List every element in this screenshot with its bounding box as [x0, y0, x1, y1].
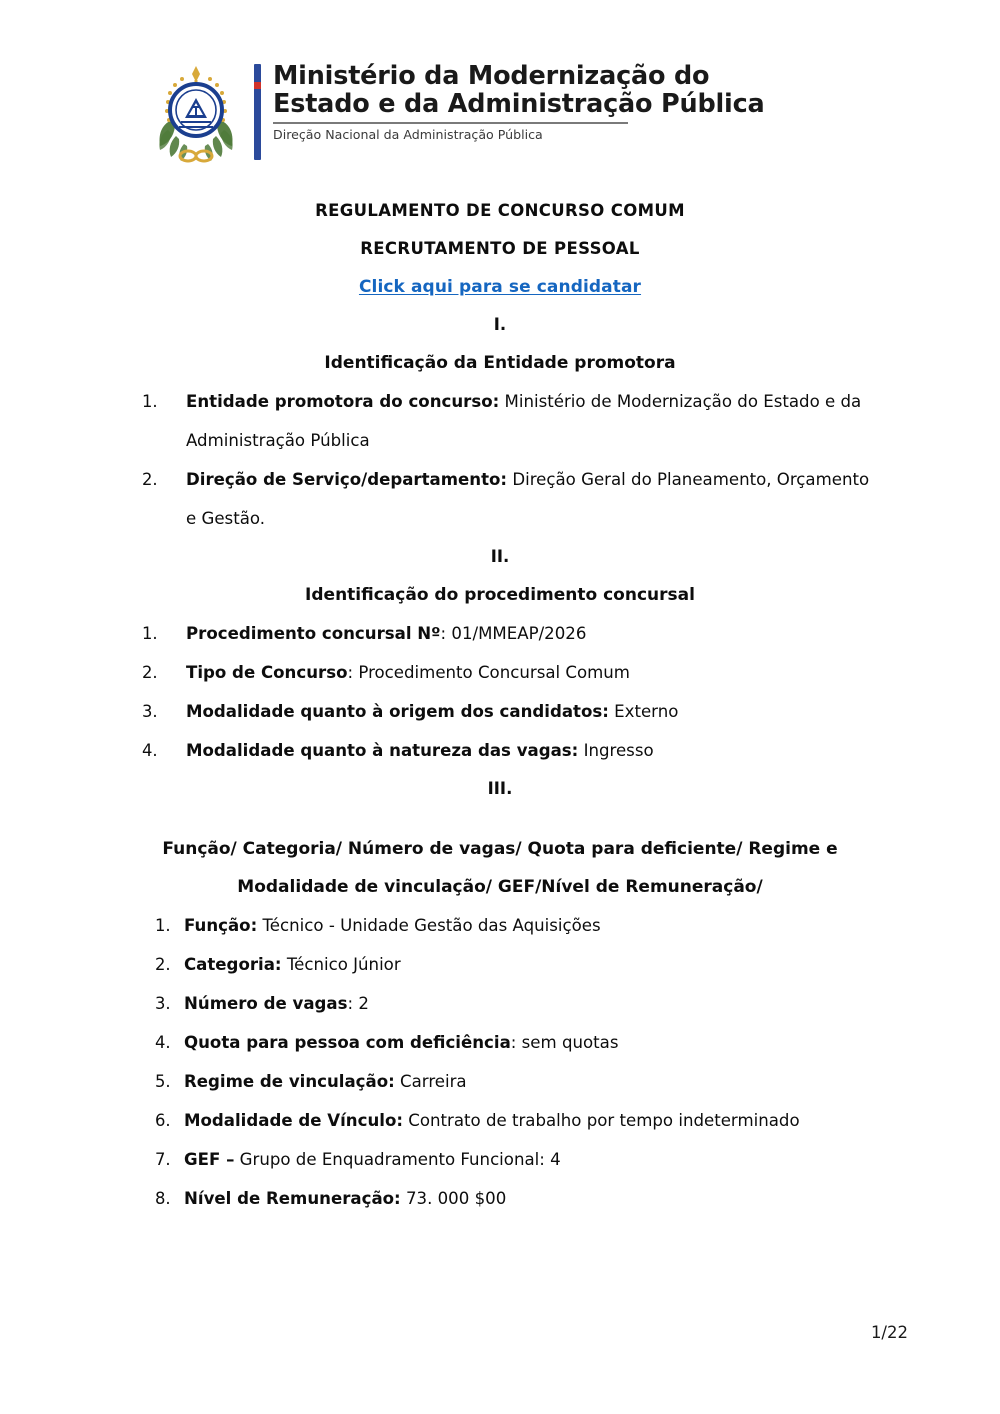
- list-item: [0, 653, 1000, 692]
- list-item-value: Direção Geral do Planeamento, Orçamento e Gestão.: [186, 470, 870, 528]
- list-item: [0, 906, 1000, 945]
- list-item-value: Grupo de Enquadramento Funcional: 4: [234, 1150, 561, 1169]
- document-title-2: RECRUTAMENTO DE PESSOAL: [360, 239, 640, 258]
- list-item: [0, 1179, 1000, 1218]
- section-3-list: [0, 906, 1000, 1218]
- list-item-value: : 01/MMEAP/2026: [440, 624, 587, 643]
- list-item-label: Entidade promotora do concurso:: [186, 392, 500, 411]
- list-item: [0, 731, 1000, 770]
- list-item: [0, 1023, 1000, 1062]
- list-item: [0, 1101, 1000, 1140]
- list-item-label: Modalidade de Vínculo:: [184, 1111, 403, 1130]
- list-item: [0, 460, 1000, 538]
- section-2-roman: II.: [490, 547, 510, 566]
- list-item-label: Modalidade quanto à natureza das vagas:: [186, 741, 579, 760]
- list-item: [0, 984, 1000, 1023]
- list-item-value: 73. 000 $00: [400, 1189, 507, 1208]
- list-item-number: 3.: [155, 994, 171, 1013]
- apply-link[interactable]: Click aqui para se candidatar: [358, 277, 642, 297]
- list-item-number: 1.: [142, 624, 158, 643]
- list-item: [0, 614, 1000, 653]
- department-subtitle: Direção Nacional da Administração Pública: [273, 127, 543, 142]
- list-item-number: 3.: [142, 702, 158, 721]
- list-item-number: 2.: [142, 663, 158, 682]
- list-item-value: : 2: [347, 994, 369, 1013]
- section-1-roman: I.: [493, 315, 507, 334]
- section-3-title-line2: Modalidade de vinculação/ GEF/Nível de Remuneração/: [237, 877, 763, 897]
- list-item-value: Contrato de trabalho por tempo indeterminado: [402, 1111, 800, 1130]
- list-item-label: Regime de vinculação:: [184, 1072, 395, 1091]
- list-item-label: GEF –: [184, 1150, 235, 1169]
- list-item-label: Categoria:: [184, 955, 282, 974]
- list-item: [0, 1062, 1000, 1101]
- list-item-label: Nível de Remuneração:: [184, 1189, 401, 1208]
- list-item-number: 1.: [155, 916, 171, 935]
- list-item-label: Número de vagas: [184, 994, 348, 1013]
- letterhead: [148, 62, 765, 164]
- section-2-title: Identificação do procedimento concursal: [305, 585, 695, 605]
- list-item-value: Técnico - Unidade Gestão das Aquisições: [257, 916, 601, 935]
- brand-accent-bar: [254, 64, 261, 160]
- list-item: [0, 382, 1000, 460]
- list-item-number: 4.: [142, 741, 158, 760]
- list-item: [0, 692, 1000, 731]
- section-3-title-line1: Função/ Categoria/ Número de vagas/ Quota para deficiente/ Regime e: [162, 839, 838, 859]
- list-item-label: Procedimento concursal Nº: [186, 624, 441, 643]
- list-item-number: 1.: [142, 392, 158, 411]
- document-title-1: REGULAMENTO DE CONCURSO COMUM: [315, 201, 685, 220]
- list-item: [0, 945, 1000, 984]
- section-2-list: [0, 614, 1000, 770]
- list-item-value: Técnico Júnior: [281, 955, 401, 974]
- list-item-label: Modalidade quanto à origem dos candidatos:: [186, 702, 609, 721]
- section-1-title: Identificação da Entidade promotora: [324, 353, 676, 373]
- coat-of-arms-icon: [148, 62, 244, 164]
- list-item-number: 5.: [155, 1072, 171, 1091]
- list-item-value: Externo: [608, 702, 679, 721]
- letterhead-divider: [273, 122, 628, 124]
- ministry-name-line2: Estado e da Administração Pública: [273, 89, 765, 119]
- list-item-value: : sem quotas: [510, 1033, 619, 1052]
- list-item-number: 4.: [155, 1033, 171, 1052]
- list-item: [0, 1140, 1000, 1179]
- list-item-label: Função:: [184, 916, 258, 935]
- letterhead-text: [273, 62, 765, 143]
- list-item-label: Direção de Serviço/departamento:: [186, 470, 508, 489]
- list-item-number: 2.: [155, 955, 171, 974]
- list-item-value: : Procedimento Concursal Comum: [347, 663, 630, 682]
- page-number: 1/22: [870, 1323, 908, 1342]
- section-3-roman: III.: [487, 779, 513, 798]
- ministry-name-line1: Ministério da Modernização do: [273, 61, 710, 91]
- list-item-label: Quota para pessoa com deficiência: [184, 1033, 511, 1052]
- section-3-gap: [0, 808, 1000, 830]
- list-item-value: Carreira: [394, 1072, 467, 1091]
- section-1-list: [0, 382, 1000, 538]
- list-item-value: Ministério de Modernização do Estado e da Administração Pública: [186, 392, 862, 450]
- list-item-label: Tipo de Concurso: [186, 663, 348, 682]
- list-item-value: Ingresso: [578, 741, 654, 760]
- apply-link-row: [0, 268, 1000, 306]
- list-item-number: 7.: [155, 1150, 171, 1169]
- list-item-number: 2.: [142, 470, 158, 489]
- document-body: [0, 192, 1000, 1218]
- list-item-number: 8.: [155, 1189, 171, 1208]
- list-item-number: 6.: [155, 1111, 171, 1130]
